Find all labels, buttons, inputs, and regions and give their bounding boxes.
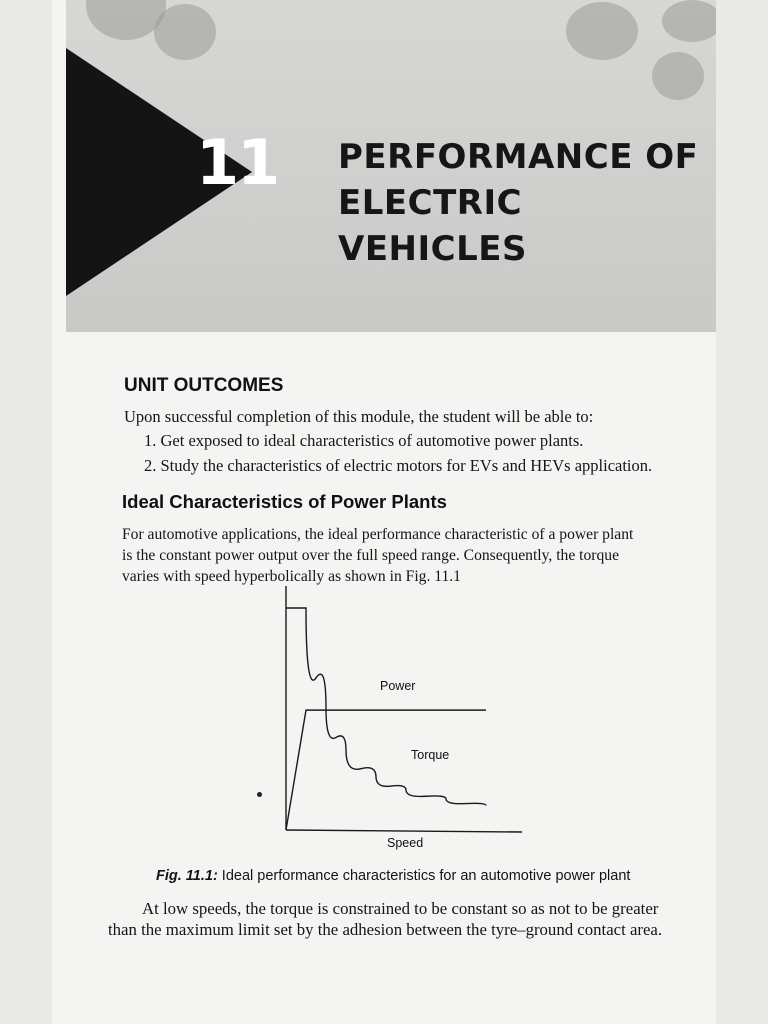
paragraph-line: is the constant power output over the full speed range. Consequently, the torque <box>122 547 619 564</box>
figure-chart <box>250 584 550 864</box>
series-line-power <box>286 710 486 830</box>
section-paragraph-1 <box>122 524 633 587</box>
unit-outcomes-intro: Upon successful completion of this module, the student will be able to: <box>124 407 594 426</box>
list-item-number: 1. <box>144 431 157 450</box>
stray-mark <box>257 792 262 797</box>
figure-caption-label: Fig. 11.1: <box>156 868 218 884</box>
list-item <box>144 456 652 476</box>
figure-caption-text: Ideal performance characteristics for an automotive power plant <box>217 868 631 884</box>
list-item-number: 2. <box>144 456 157 475</box>
x-axis <box>286 830 522 832</box>
chapter-title-line1: PERFORMANCE OF <box>338 137 699 177</box>
series-label-torque: Torque <box>411 748 450 762</box>
section-heading: Ideal Characteristics of Power Plants <box>122 491 447 512</box>
section-paragraph-2 <box>108 898 662 940</box>
figure-caption <box>156 868 630 884</box>
chapter-title-line2: ELECTRIC VEHICLES <box>338 183 527 269</box>
chapter-title <box>338 134 716 272</box>
paragraph-line: varies with speed hyperbolically as shown in Fig. 11.1 <box>122 568 461 585</box>
paragraph-line: For automotive applications, the ideal performance characteristic of a power plant <box>122 526 634 543</box>
x-axis-label: Speed <box>387 836 424 850</box>
paragraph-line: than the maximum limit set by the adhesion between the tyre–ground contact area. <box>108 920 663 939</box>
list-item-text: Study the characteristics of electric motors for EVs and HEVs application. <box>160 456 653 475</box>
chapter-number: 11 <box>196 126 279 199</box>
list-item <box>144 431 583 451</box>
paragraph-line: At low speeds, the torque is constrained to be constant so as not to be greater <box>142 899 659 918</box>
series-line-torque <box>286 608 486 806</box>
chart-svg <box>250 584 550 864</box>
unit-outcomes-heading: UNIT OUTCOMES <box>124 375 284 396</box>
chapter-header <box>66 0 716 332</box>
series-label-power: Power <box>380 679 416 693</box>
list-item-text: Get exposed to ideal characteristics of automotive power plants. <box>160 431 584 450</box>
